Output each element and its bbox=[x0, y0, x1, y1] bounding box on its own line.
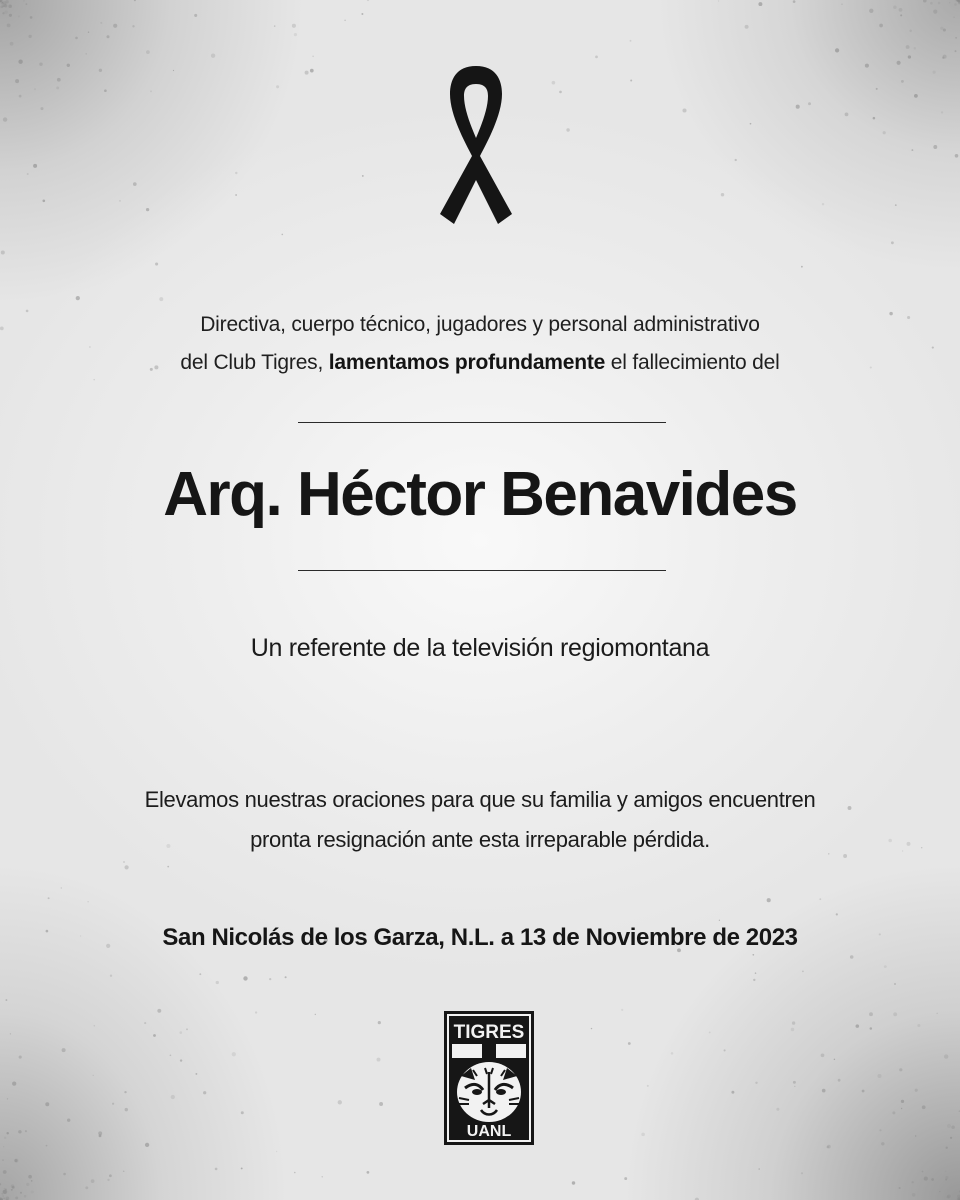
prayer-line-1: Elevamos nuestras oraciones para que su familia y amigos encuentren bbox=[144, 787, 816, 812]
crest-bottom-text: UANL bbox=[466, 1123, 512, 1140]
crest-top-text: TIGRES bbox=[453, 1022, 525, 1043]
place-and-date: San Nicolás de los Garza, N.L. a 13 de Noviembre de 2023 bbox=[162, 924, 798, 951]
subtitle: Un referente de la televisión regiomontana bbox=[250, 634, 710, 662]
deceased-name: Arq. Héctor Benavides bbox=[163, 460, 797, 529]
intro-line-2-emphasis: lamentamos profundamente bbox=[328, 351, 606, 374]
intro-line-1: Directiva, cuerpo técnico, jugadores y personal administrativo bbox=[200, 313, 760, 336]
intro-line-2-prefix: del Club Tigres, bbox=[180, 351, 329, 374]
mourning-ribbon-icon bbox=[436, 64, 516, 226]
prayer-line-2: pronta resignación ante esta irreparable pérdida. bbox=[250, 827, 710, 852]
divider-top bbox=[298, 422, 666, 423]
divider-bottom bbox=[298, 570, 666, 571]
prayer-text bbox=[60, 780, 900, 860]
intro-line-2-suffix: el fallecimiento del bbox=[605, 351, 780, 374]
intro-text bbox=[80, 306, 880, 382]
intro-line-2 bbox=[80, 344, 880, 382]
tigres-uanl-crest-icon bbox=[443, 1010, 535, 1146]
